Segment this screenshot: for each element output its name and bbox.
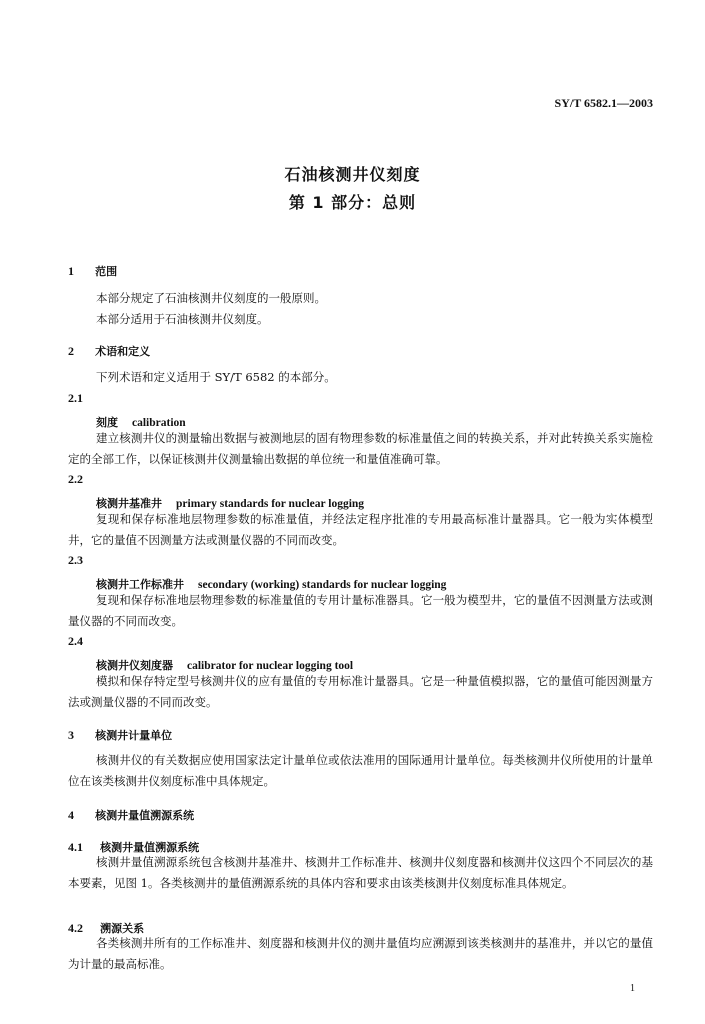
subsection-title: 核测井量值溯源系统 bbox=[100, 841, 200, 854]
paragraph: 核测井仪的有关数据应使用国家法定计量单位或依法准用的国际通用计量单位。每类核测井仪所使用的计量单位在该类核测井仪刻度标准中具体规定。 bbox=[68, 753, 653, 788]
term-en: primary standards for nuclear logging bbox=[176, 498, 365, 510]
subsection-title: 溯源关系 bbox=[100, 922, 145, 935]
section-title: 核测井计量单位 bbox=[95, 729, 173, 742]
clause-number: 2.4 bbox=[68, 634, 83, 648]
section-title: 核测井量值溯源系统 bbox=[95, 809, 195, 822]
term-en: secondary (working) standards for nuclear logging bbox=[198, 579, 447, 591]
section-1-heading bbox=[68, 260, 117, 279]
term-zh: 刻度 bbox=[96, 416, 118, 429]
paragraph: 下列术语和定义适用于 SY/T 6582 的本部分。 bbox=[96, 370, 336, 384]
section-title: 术语和定义 bbox=[95, 345, 151, 358]
section-3-heading bbox=[68, 724, 172, 743]
paragraph: 核测井量值溯源系统包含核测井基准井、核测井工作标准井、核测井仪刻度器和核测井仪这四个不同层次的基本要素，见图 1。各类核测井的量值溯源系统的具体内容和要求由该类核测井仪刻度标准具体规定。 bbox=[68, 855, 653, 890]
term-zh: 核测井基准井 bbox=[96, 497, 162, 510]
clause-number: 4.2 bbox=[68, 921, 83, 935]
clause-number: 2.3 bbox=[68, 553, 83, 567]
page-number: 1 bbox=[630, 983, 635, 994]
definition-text: 建立核测井仪的测量输出数据与被测地层的固有物理参数的标准量值之间的转换关系，并对此转换关系实施检定的全部工作，以保证核测井仪测量输出数据的单位统一和量值准确可靠。 bbox=[68, 431, 653, 466]
clause-number: 2.2 bbox=[68, 472, 83, 486]
definition-text: 模拟和保存特定型号核测井仪的应有量值的专用标准计量器具。它是一种量值模拟器，它的量值可能因测量方法或测量仪器的不同而改变。 bbox=[68, 674, 653, 709]
standard-code: SY/T 6582.1—2003 bbox=[554, 96, 653, 110]
paragraph: 本部分规定了石油核测井仪刻度的一般原则。 bbox=[96, 291, 326, 305]
section-number: 3 bbox=[68, 728, 74, 742]
section-number: 4 bbox=[68, 808, 74, 822]
term-en: calibrator for nuclear logging tool bbox=[187, 660, 354, 672]
section-4-heading bbox=[68, 804, 194, 823]
section-2-heading bbox=[68, 340, 150, 359]
clause-number: 2.1 bbox=[68, 391, 83, 405]
term-zh: 核测井工作标准井 bbox=[96, 578, 184, 591]
paragraph: 各类核测井所有的工作标准井、刻度器和核测井仪的测井量值均应溯源到该类核测井的基准井，并以它的量值为计量的最高标准。 bbox=[68, 936, 653, 971]
term-zh: 核测井仪刻度器 bbox=[96, 659, 173, 672]
section-title: 范围 bbox=[95, 265, 118, 278]
section-number: 2 bbox=[68, 344, 74, 358]
definition-text: 复现和保存标准地层物理参数的标准量值，并经法定程序批准的专用最高标准计量器具。它一般为实体模型井，它的量值不因测量方法或测量仪器的不同而改变。 bbox=[68, 512, 653, 547]
term-en: calibration bbox=[132, 417, 186, 429]
definition-text: 复现和保存标准地层物理参数的标准量值的专用计量标准器具。它一般为模型井，它的量值不因测量方法或测量仪器的不同而改变。 bbox=[68, 593, 653, 628]
clause-number: 4.1 bbox=[68, 840, 83, 854]
document-subtitle: 第 1 部分：总则 bbox=[288, 193, 417, 212]
paragraph: 本部分适用于石油核测井仪刻度。 bbox=[96, 312, 269, 326]
document-title: 石油核测井仪刻度 bbox=[284, 165, 421, 184]
section-number: 1 bbox=[68, 264, 74, 278]
